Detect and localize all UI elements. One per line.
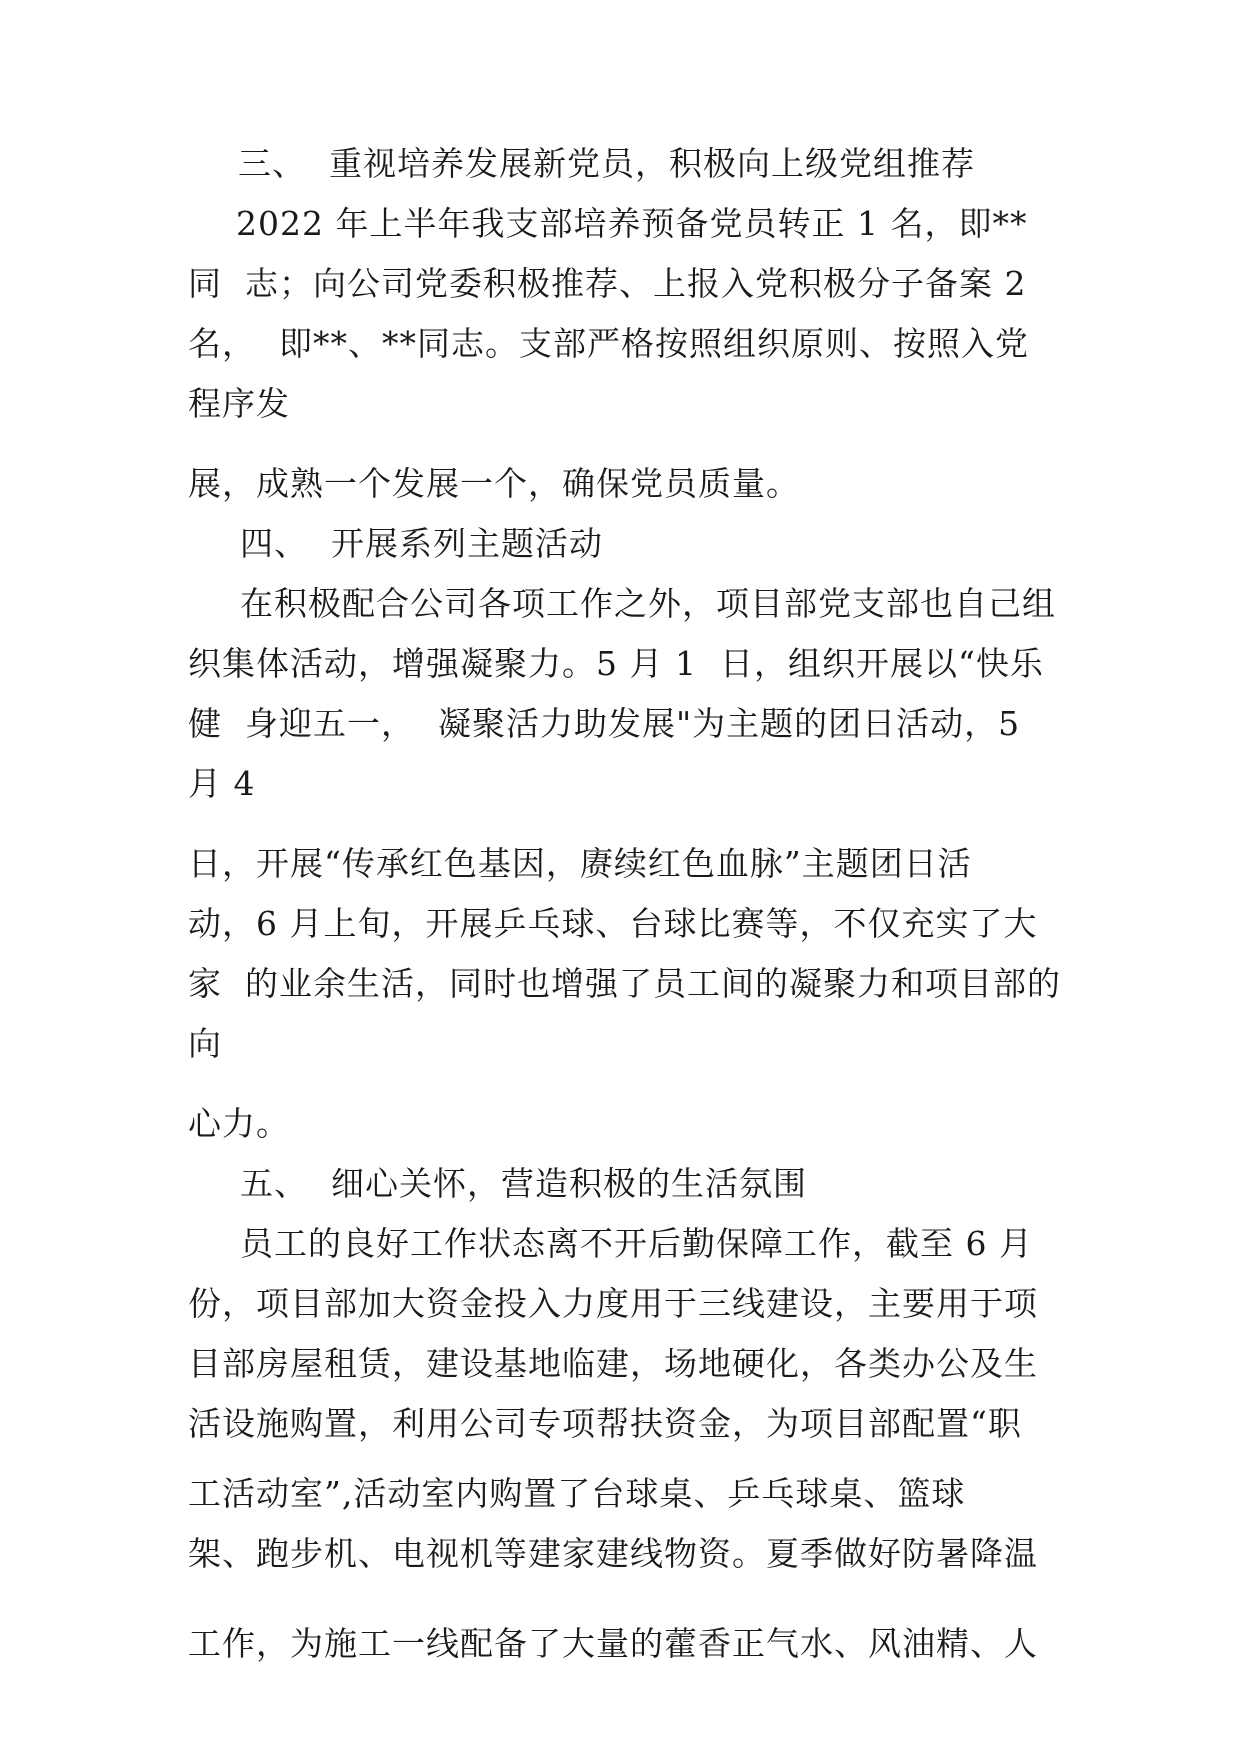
paragraph-line: 在积极配合公司各项工作之外，项目部党支部也自己组 bbox=[240, 584, 1056, 623]
paragraph-line: 健 身迎五一， 凝聚活力助发展"为主题的团日活动，5 bbox=[188, 704, 1021, 743]
paragraph-line: 程序发 bbox=[188, 384, 290, 423]
paragraph-line: 2022 年上半年我支部培养预备党员转正 1 名，即** bbox=[236, 204, 1028, 243]
paragraph-line: 目部房屋租赁，建设基地临建，场地硬化，各类办公及生 bbox=[188, 1344, 1038, 1383]
section-heading-5: 五、 细心关怀，营造积极的生活氛围 bbox=[240, 1164, 807, 1203]
paragraph-line: 动，6 月上旬，开展乒乓球、台球比赛等，不仅充实了大 bbox=[188, 904, 1038, 943]
section-heading-4: 四、 开展系列主题活动 bbox=[240, 524, 603, 563]
paragraph-line: 工活动室”,活动室内购置了台球桌、乒乓球桌、篮球 bbox=[188, 1474, 966, 1513]
paragraph-line: 日，开展“传承红色基因，赓续红色血脉”主题团日活 bbox=[188, 844, 972, 883]
paragraph-line: 工作，为施工一线配备了大量的藿香正气水、风油精、人 bbox=[188, 1624, 1038, 1663]
paragraph-line: 架、跑步机、电视机等建家建线物资。夏季做好防暑降温 bbox=[188, 1534, 1038, 1573]
paragraph-line: 名， 即**、**同志。支部严格按照组织原则、按照入党 bbox=[188, 324, 1029, 363]
paragraph-line: 份，项目部加大资金投入力度用于三线建设，主要用于项 bbox=[188, 1284, 1038, 1323]
paragraph-line: 员工的良好工作状态离不开后勤保障工作，截至 6 月 bbox=[240, 1224, 1033, 1263]
paragraph-line: 活设施购置，利用公司专项帮扶资金，为项目部配置“职 bbox=[188, 1404, 1022, 1443]
paragraph-line: 心力。 bbox=[188, 1104, 290, 1143]
paragraph-line: 织集体活动，增强凝聚力。5 月 1 日，组织开展以“快乐 bbox=[188, 644, 1044, 683]
paragraph-line: 月 4 bbox=[188, 764, 256, 803]
paragraph-line: 向 bbox=[188, 1024, 222, 1063]
paragraph-line: 家 的业余生活，同时也增强了员工间的凝聚力和项目部的 bbox=[188, 964, 1061, 1003]
paragraph-line: 展，成熟一个发展一个，确保党员质量。 bbox=[188, 464, 800, 503]
paragraph-line: 同 志；向公司党委积极推荐、上报入党积极分子备案 2 bbox=[188, 264, 1027, 303]
section-heading-3: 三、 重视培养发展新党员，积极向上级党组推荐 bbox=[238, 144, 975, 183]
